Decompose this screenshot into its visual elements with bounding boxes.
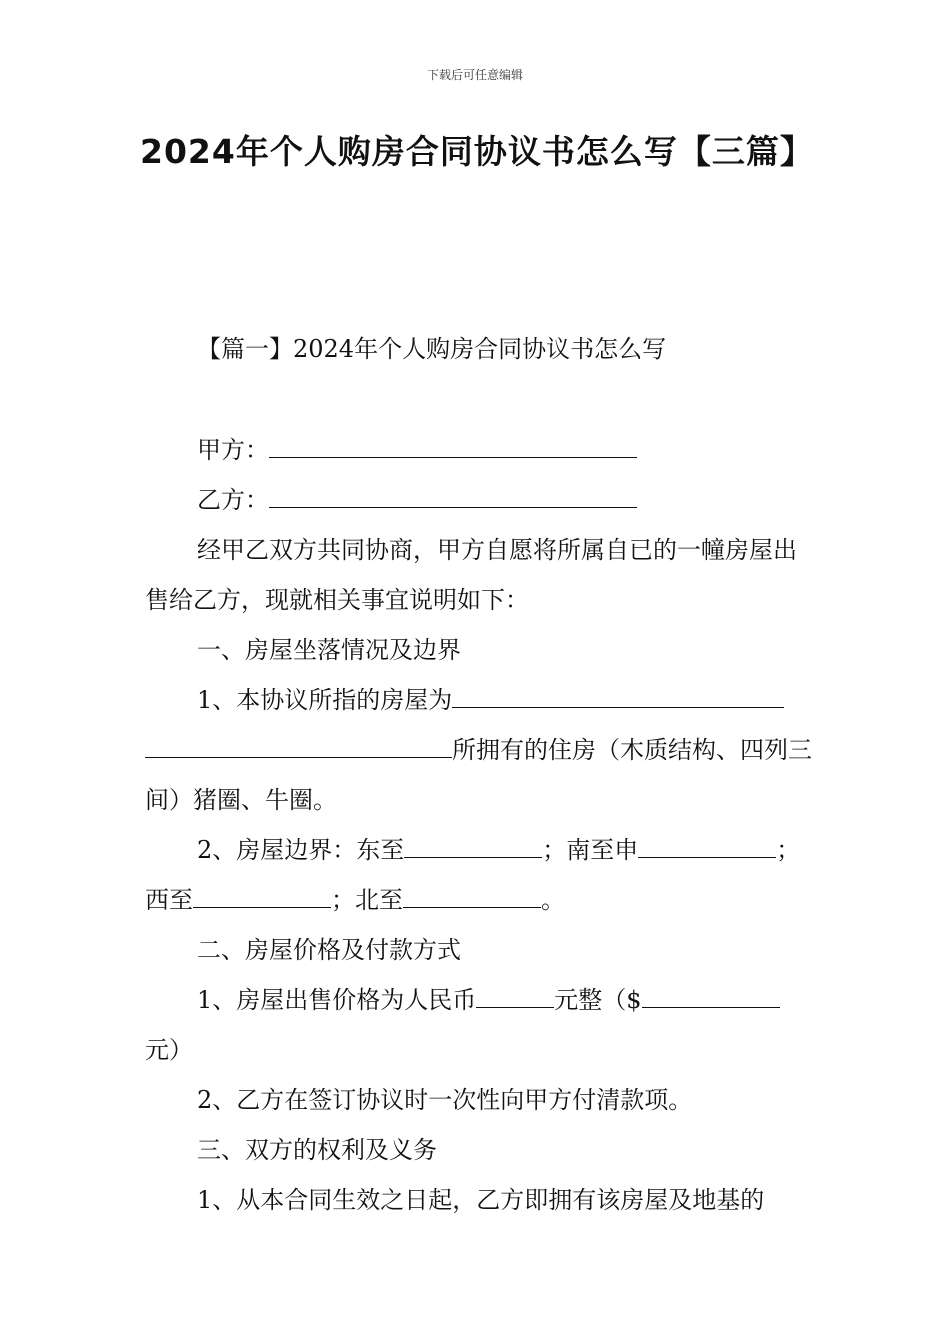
document-title: 2024年个人购房合同协议书怎么写【三篇】 bbox=[140, 132, 814, 171]
price-tail: 元） bbox=[145, 1036, 193, 1064]
clause-1-1-text: 1、本协议所指的房屋为 bbox=[197, 686, 453, 714]
party-b-line bbox=[145, 475, 815, 525]
semicolon: ； bbox=[776, 836, 801, 864]
heading-2: 二、房屋价格及付款方式 bbox=[197, 936, 461, 964]
east-label: 2、房屋边界：东至 bbox=[197, 836, 405, 864]
price-usd-blank bbox=[642, 987, 780, 1008]
clause-2-1 bbox=[145, 975, 815, 1075]
north-blank bbox=[403, 887, 541, 908]
west-label: 西至 bbox=[145, 886, 193, 914]
west-blank bbox=[193, 887, 331, 908]
clause-1-1-tail: 所拥有的住房（木质结构、四列三间）猪圈、牛圈。 bbox=[145, 736, 812, 814]
header-note: 下载后可任意编辑 bbox=[426, 68, 523, 82]
price-label: 1、房屋出售价格为人民币 bbox=[197, 986, 477, 1014]
clause-1-1 bbox=[145, 675, 815, 825]
party-a-label: 甲方： bbox=[197, 436, 269, 464]
heading-1: 一、房屋坐落情况及边界 bbox=[197, 636, 461, 664]
party-a-line bbox=[145, 425, 815, 475]
clause-3-1: 1、从本合同生效之日起，乙方即拥有该房屋及地基的 bbox=[197, 1186, 765, 1214]
party-b-label: 乙方： bbox=[197, 486, 269, 514]
east-blank bbox=[404, 837, 542, 858]
party-b-blank bbox=[269, 487, 637, 508]
period: 。 bbox=[541, 886, 565, 914]
south-label: ；南至申 bbox=[542, 836, 639, 864]
clause-2-2: 2、乙方在签订协议时一次性向甲方付清款项。 bbox=[197, 1086, 693, 1114]
contract-body bbox=[145, 425, 815, 1225]
section-title: 【篇一】2024年个人购房合同协议书怎么写 bbox=[197, 335, 667, 363]
clause-1-2 bbox=[145, 825, 815, 925]
price-usd-label: 元整（$ bbox=[554, 986, 642, 1014]
house-owner-blank bbox=[452, 687, 784, 708]
south-blank bbox=[638, 837, 776, 858]
intro-paragraph: 经甲乙双方共同协商，甲方自愿将所属自已的一幢房屋出售给乙方，现就相关事宜说明如下： bbox=[145, 536, 797, 614]
north-label: ；北至 bbox=[331, 886, 403, 914]
heading-3: 三、双方的权利及义务 bbox=[197, 1136, 437, 1164]
house-owner-blank-2 bbox=[145, 737, 452, 758]
party-a-blank bbox=[269, 437, 637, 458]
price-rmb-blank bbox=[476, 987, 554, 1008]
